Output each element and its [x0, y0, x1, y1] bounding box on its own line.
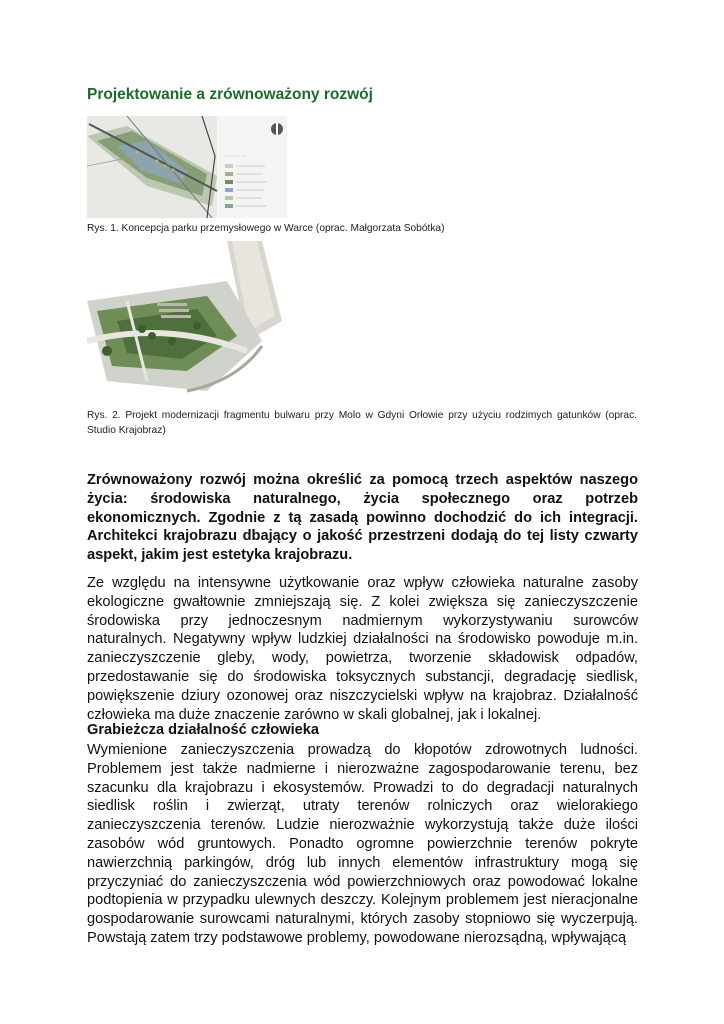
figure-1-site-plan	[87, 116, 287, 218]
section-heading: Grabieżcza działalność człowieka	[87, 722, 319, 738]
body-paragraph-1: Ze względu na intensywne użytkowanie oraz wpływ człowieka naturalne zasoby ekologiczne gwałtownie zmniejszają się. Z kolei zwiększa się zanieczyszczenie środowiska przy jednoczesnym nadmiernym wykorzystywaniu surowców naturalnych. Negatywny wpływ ludzkiej działalności na środowisko powoduje m.in. zanieczyszczenie gleby, wody, powietrza, tworzenie składowisk odpadów, przedostawanie się do środowiska toksycznych substancji, degradację siedlisk, powiększenie dziury ozonowej oraz niszczycielski wpływ na krajobraz. Działalność człowieka ma duże znaczenie zarówno w skali globalnej, jak i lokalnej.	[87, 575, 638, 723]
figure-2-caption: Rys. 2. Projekt modernizacji fragmentu bulwaru przy Molo w Gdyni Orłowie przy użyciu rodzimych gatunków (oprac. Studio Krajobraz)	[87, 410, 637, 436]
body-paragraph-2: Wymienione zanieczyszczenia prowadzą do kłopotów zdrowotnych ludności. Problemem jest także nadmierne i nierozważne zagospodarowanie terenu, bez szacunku dla krajobrazu i ekosystemów. Prowadzi to do degradacji naturalnych siedlisk roślin i zwierząt, utraty terenów rolniczych oraz wielorakiego zanieczyszczenia terenów. Ludzie nierozważnie wykorzystują także duże ilości zasobów wód gruntowych. Ponadto ogromne powierzchnie terenów pokryte nawierzchnią parkingów, dróg lub innych elementów infrastruktury mogą się przyczyniać do zanieczyszczenia wód powierzchniowych oraz powodować lokalne podtopienia w przypadku ulewnych deszczy. Kolejnym problemem jest nieracjonalne gospodarowanie surowcami naturalnymi, których zasoby stopniowo się wyczerpują. Powstają zatem trzy podstawowe problemy, powodowane nierozsądną, wpływającą	[87, 742, 638, 946]
page-title: Projektowanie a zrównoważony rozwój	[87, 86, 373, 103]
figure-1-caption: Rys. 1. Koncepcja parku przemysłowego w Warce (oprac. Małgorzata Sobótka)	[87, 223, 445, 234]
lead-paragraph: Zrównoważony rozwój można określić za pomocą trzech aspektów naszego życia: środowiska naturalnego, życia społecznego oraz potrzeb ekonomicznych. Zgodnie z tą zasadą powinno dochodzić do ich integracji. Architekci krajobrazu dbający o jakość przestrzeni dodają do tej listy czwarty aspekt, jakim jest estetyka krajobrazu.	[87, 472, 638, 564]
figure-2-boulevard-rendering	[87, 241, 287, 401]
